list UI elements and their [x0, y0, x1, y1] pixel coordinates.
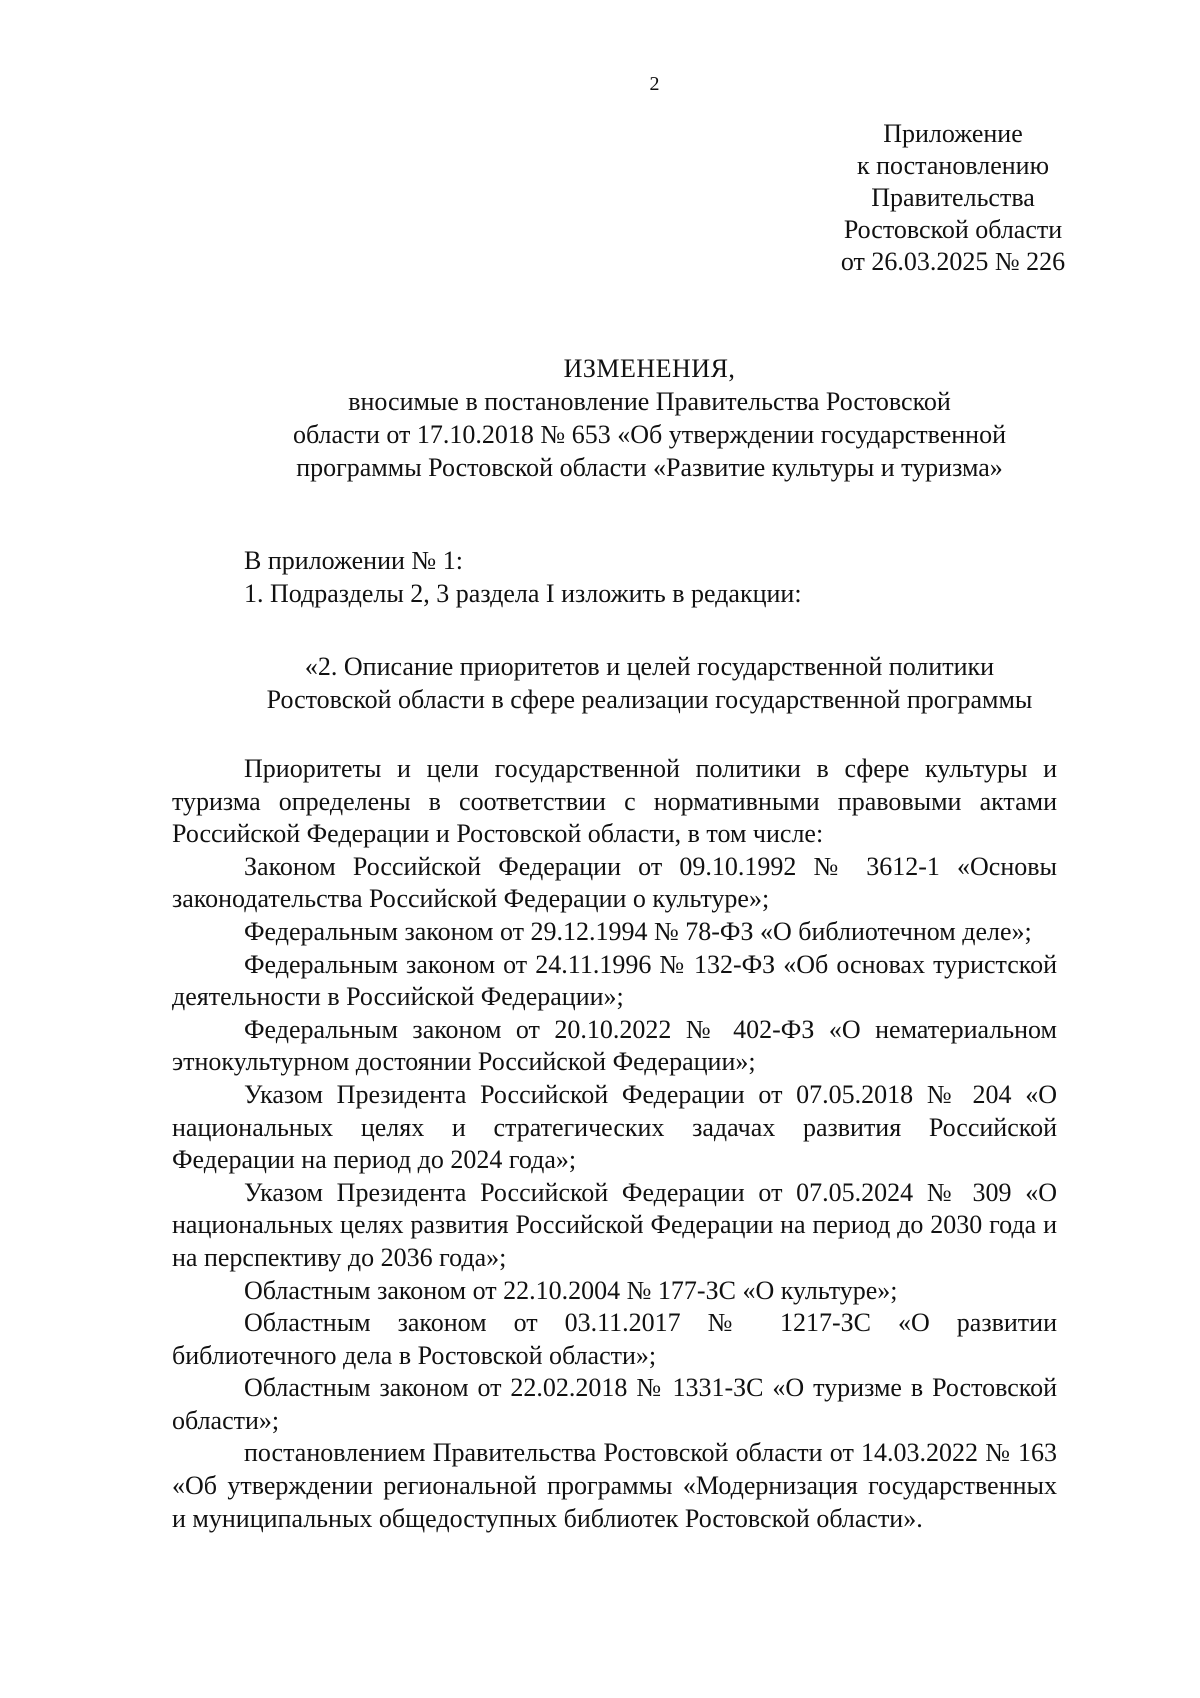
paragraph: Федеральным законом от 29.12.1994 № 78-ФЗ «О библиотечном деле»; — [244, 916, 1032, 946]
approval-line: Правительства — [871, 183, 1035, 212]
heading-title: ИЗМЕНЕНИЯ, — [563, 354, 736, 383]
document-heading — [172, 352, 1057, 484]
approval-line: Ростовской области — [843, 215, 1063, 244]
approval-block — [828, 118, 1078, 278]
paragraph: Указом Президента Российской Федерации от 07.05.2018 № 204 «О национальных целях и стратегических задачах развития Российской Федерации на период до 2024 года»; — [172, 1079, 1057, 1175]
heading-line: области от 17.10.2018 № 653 «Об утверждении государственной — [292, 420, 1007, 449]
paragraph: Законом Российской Федерации от 09.10.1992 № 3612-1 «Основы законодательства Российской Федерации о культуре»; — [172, 851, 1057, 914]
heading-line: программы Ростовской области «Развитие культуры и туризма» — [296, 453, 1003, 482]
paragraph: Указом Президента Российской Федерации от 07.05.2024 № 309 «О национальных целях развития Российской Федерации на период до 2030 года и на перспективу до 2036 года»; — [172, 1177, 1057, 1272]
subsection-title — [172, 650, 1057, 716]
subsection-title-line: Ростовской области в сфере реализации государственной программы — [266, 685, 1033, 714]
paragraph: Приоритеты и цели государственной политики в сфере культуры и туризма определены в соответствии с нормативными правовыми актами Российской Федерации и Ростовской области, в том числе: — [172, 754, 1057, 849]
paragraph: Федеральным законом от 24.11.1996 № 132-ФЗ «Об основах туристской деятельности в Российской Федерации»; — [172, 949, 1057, 1012]
approval-line: Приложение — [883, 119, 1023, 148]
intro-line-instruction: 1. Подразделы 2, 3 раздела I изложить в редакции: — [244, 579, 802, 608]
paragraph: Областным законом от 03.11.2017 № 1217-ЗС «О развитии библиотечного дела в Ростовской области»; — [172, 1308, 1057, 1370]
subsection-title-line: «2. Описание приоритетов и целей государственной политики — [304, 652, 995, 681]
paragraph: Областным законом от 22.10.2004 № 177-ЗС «О культуре»; — [244, 1275, 898, 1305]
intro-line-appendix: В приложении № 1: — [244, 546, 463, 575]
paragraph: постановлением Правительства Ростовской области от 14.03.2022 № 163 «Об утверждении региональной программы «Модернизация государственных и муниципальных общедоступных библиотек Ростовской области». — [172, 1438, 1057, 1533]
body-text — [172, 753, 1057, 1535]
page-number: 2 — [649, 73, 660, 95]
paragraph: Федеральным законом от 20.10.2022 № 402-ФЗ «О нематериальном этнокультурном достоянии Российской Федерации»; — [172, 1014, 1057, 1077]
approval-line: к постановлению — [856, 151, 1050, 180]
paragraph: Областным законом от 22.02.2018 № 1331-ЗС «О туризме в Ростовской области»; — [172, 1373, 1057, 1435]
heading-line: вносимые в постановление Правительства Ростовской — [348, 387, 951, 416]
approval-line: от 26.03.2025 № 226 — [840, 247, 1066, 276]
intro-block — [172, 544, 1057, 610]
